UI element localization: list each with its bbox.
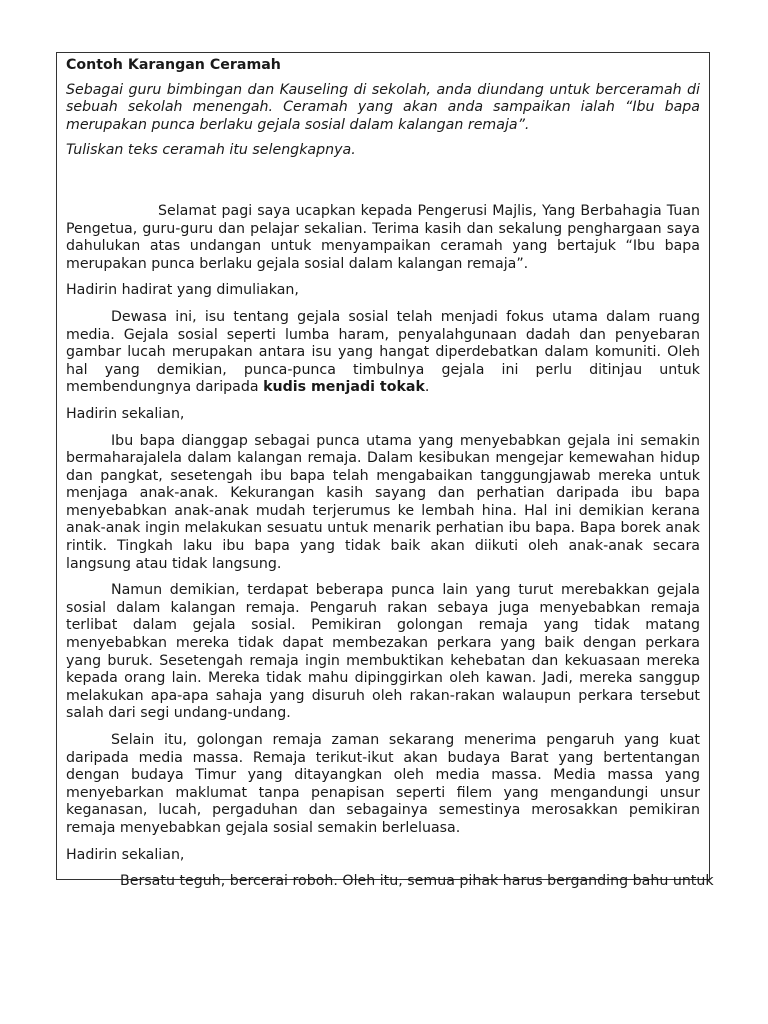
salutation-1: Hadirin hadirat yang dimuliakan, bbox=[66, 282, 299, 299]
salutation-3: Hadirin sekalian, bbox=[66, 846, 185, 863]
paragraph-2: Ibu bapa dianggap sebagai punca utama yang menyebabkan gejala ini semakin bermaharajalela dalam kalangan remaja. Dalam kesibukan mengejar kemewahan hidup dan pangkat, sesetengah ibu bapa telah mengabaikan tanggungjawab mereka untuk menjaga anak-anak. Kekurangan kasih sayang dan perhatian daripada ibu bapa menyebabkan anak-anak mudah terjerumus ke lembah hina. Hal ini demikian kerana anak-anak ingin melakukan sesuatu untuk menarik perhatian ibu bapa. Bapa borek anak rintik. Tingkah laku ibu bapa yang tidak baik akan diikuti oleh anak-anak secara langsung atau tidak langsung. bbox=[66, 432, 700, 572]
document-frame bbox=[56, 52, 714, 890]
paragraph-3: Namun demikian, terdapat beberapa punca lain yang turut merebakkan gejala sosial dalam kalangan remaja. Pengaruh rakan sebaya juga menyebabkan remaja terlibat dalam gejala sosial. Pemikiran golongan remaja yang tidak matang menyebabkan mereka tidak dapat membezakan perkara yang baik dengan perkara yang buruk. Sesetengah remaja ingin membuktikan kehebatan dan kekuasaan mereka kepada orang lain. Mereka tidak mahu dipinggirkan oleh kawan. Jadi, mereka sanggup melakukan apa-apa sahaja yang disuruh oleh rakan-rakan walaupun perkara tersebut salah dari segi undang-undang. bbox=[66, 582, 700, 722]
paragraph-1-text: Dewasa ini, isu tentang gejala sosial telah menjadi fokus utama dalam ruang media. Gejala sosial seperti lumba haram, penyalahgunaan dadah dan penyebaran gambar lucah merupakan antara isu yang hangat diperdebatkan dalam komuniti. Oleh hal yang demikian, punca-punca timbulnya gejala ini perlu ditinjau untuk membendungnya daripada bbox=[66, 308, 700, 396]
paragraph-1 bbox=[66, 309, 700, 397]
task-description: Sebagai guru bimbingan dan Kauseling di sekolah, anda diundang untuk berceramah di sebuah sekolah menengah. Ceramah yang akan anda sampaikan ialah “Ibu bapa merupakan punca berlaku gejala sosial dalam kalangan remaja”. bbox=[66, 81, 700, 133]
task-instruction: Tuliskan teks ceramah itu selengkapnya. bbox=[66, 142, 356, 159]
paragraph-1-bold-phrase: kudis menjadi tokak bbox=[263, 379, 425, 396]
paragraph-5-partial: Bersatu teguh, bercerai roboh. Oleh itu, semua pihak harus berganding bahu untuk bbox=[120, 873, 714, 890]
opening-paragraph: Selamat pagi saya ucapkan kepada Pengerusi Majlis, Yang Berbahagia Tuan Pengetua, guru-guru dan pelajar sekalian. Terima kasih dan sekalung penghargaan saya dahulukan atas undangan untuk menyampaikan ceramah yang bertajuk “Ibu bapa merupakan punca berlaku gejala sosial dalam kalangan remaja”. bbox=[66, 202, 700, 272]
salutation-2: Hadirin sekalian, bbox=[66, 405, 185, 422]
paragraph-1-end: . bbox=[424, 379, 430, 396]
document-title: Contoh Karangan Ceramah bbox=[66, 57, 281, 73]
document-body bbox=[66, 57, 714, 891]
paragraph-4: Selain itu, golongan remaja zaman sekarang menerima pengaruh yang kuat daripada media massa. Remaja terikut-ikut akan budaya Barat yang bertentangan dengan budaya Timur yang ditayangkan oleh media massa. Media massa yang menyebarkan maklumat tanpa penapisan seperti filem yang mengandungi unsur keganasan, lucah, pergaduhan dan sebagainya semestinya merosakkan pemikiran remaja menyebabkan gejala sosial semakin berleluasa. bbox=[66, 732, 700, 836]
